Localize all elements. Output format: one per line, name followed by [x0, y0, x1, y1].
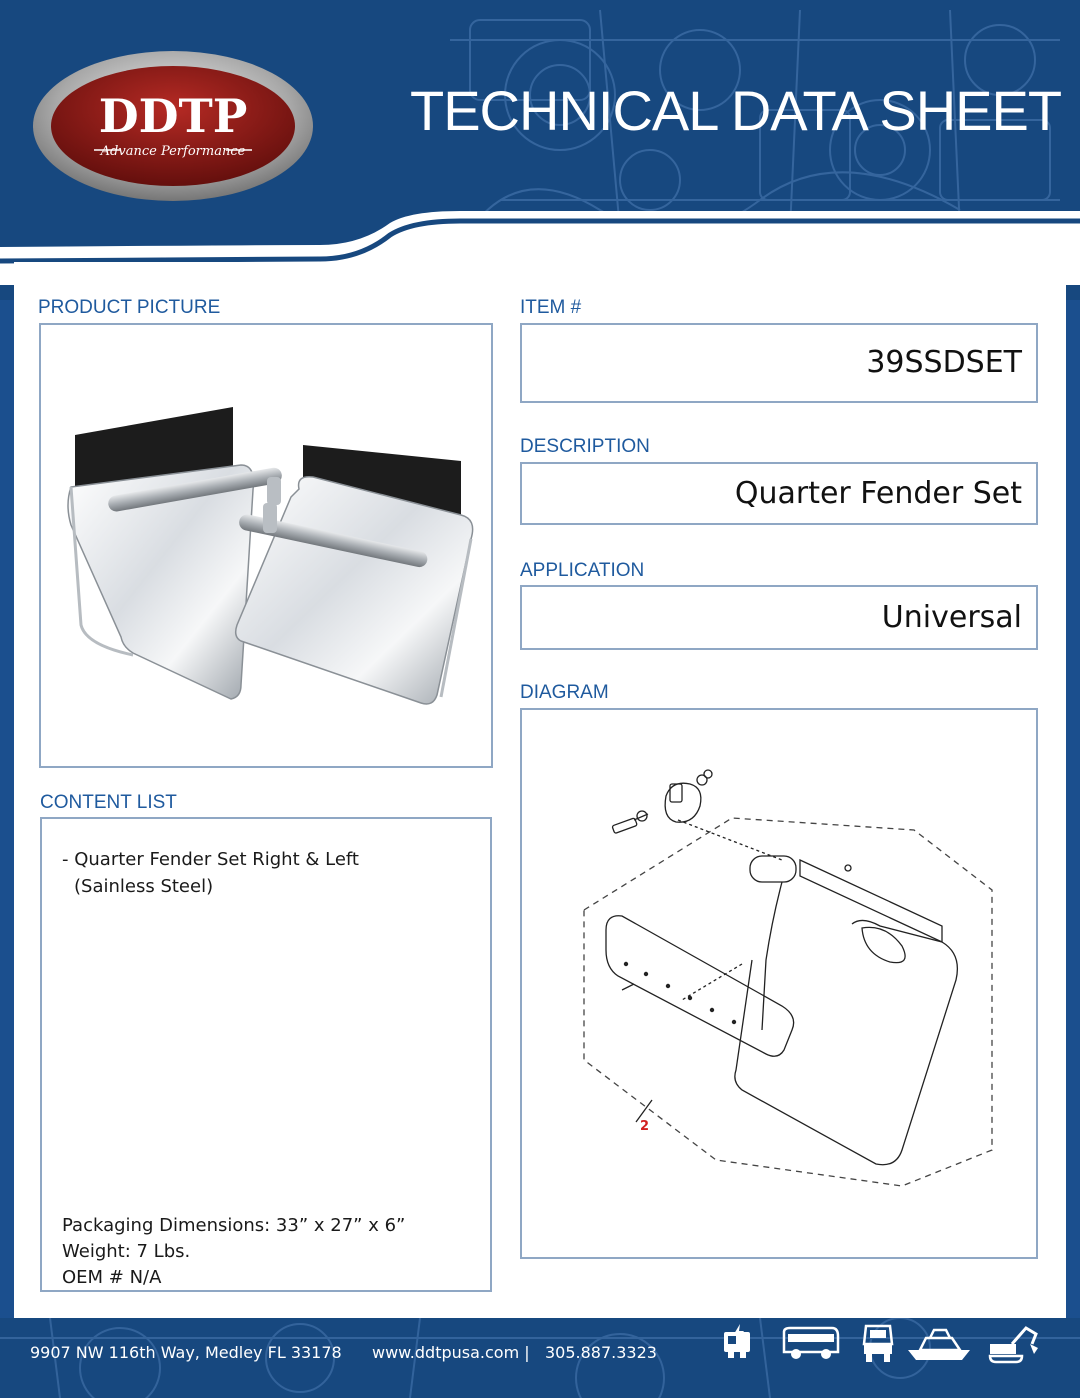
description-label: DESCRIPTION: [520, 436, 650, 457]
description-value: Quarter Fender Set: [734, 476, 1022, 511]
description-box: [520, 462, 1038, 525]
yacht-icon: [906, 1322, 974, 1364]
exploded-diagram: [522, 710, 1036, 1257]
bus-icon: [780, 1322, 842, 1364]
diagram-callout-2: 2: [640, 1119, 650, 1134]
logo-tagline: Advance Performance: [100, 144, 246, 159]
page-title: TECHNICAL DATA SHEET: [410, 79, 1062, 142]
application-box: [520, 585, 1038, 650]
content-item-fender-set: - Quarter Fender Set Right & Left: [62, 849, 359, 870]
item-number-label: ITEM #: [520, 297, 582, 318]
ddtp-logo: [32, 50, 314, 202]
product-picture-frame: [39, 323, 493, 768]
truck-icon: [860, 1322, 896, 1364]
item-number-value: 39SSDSET: [866, 345, 1022, 380]
weight: Weight: 7 Lbs.: [62, 1241, 191, 1262]
product-picture-label: PRODUCT PICTURE: [38, 297, 221, 318]
item-number-box: [520, 323, 1038, 403]
excavator-icon: [986, 1322, 1042, 1364]
content-item-material: (Sainless Steel): [74, 876, 214, 897]
footer-website[interactable]: www.ddtpusa.com |: [372, 1343, 530, 1362]
diagram-frame: [520, 708, 1038, 1259]
oem-number: OEM # N/A: [62, 1267, 162, 1288]
content-list-box: [40, 817, 492, 1292]
header: [0, 0, 1080, 300]
generator-icon: [718, 1322, 760, 1364]
application-label: APPLICATION: [520, 560, 645, 581]
packaging-dimensions: Packaging Dimensions: 33” x 27” x 6”: [62, 1215, 406, 1236]
diagram-label: DIAGRAM: [520, 682, 609, 703]
footer-phone[interactable]: 305.887.3323: [545, 1343, 657, 1362]
logo-wordmark: DDTP: [98, 89, 248, 143]
footer-address: 9907 NW 116th Way, Medley FL 33178: [30, 1343, 342, 1362]
application-value: Universal: [881, 600, 1022, 635]
product-photo: [41, 325, 491, 766]
content-list-label: CONTENT LIST: [40, 792, 177, 813]
